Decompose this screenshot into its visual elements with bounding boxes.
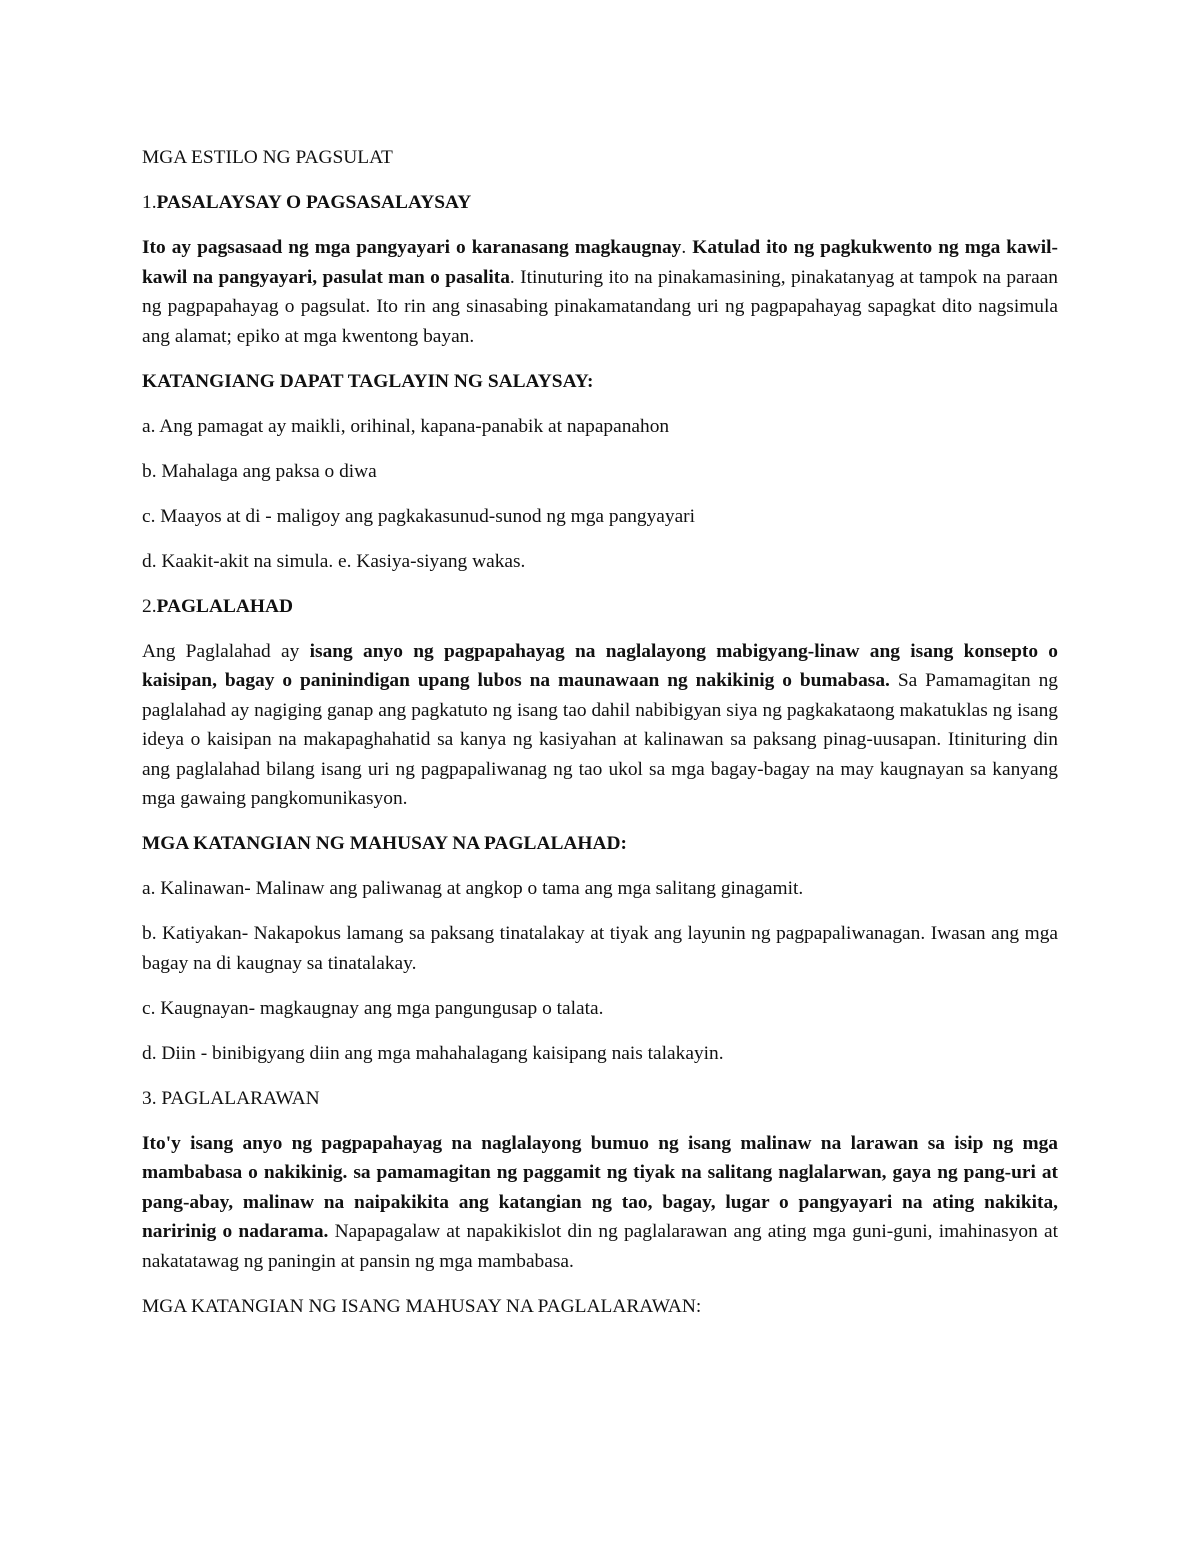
section-2-subheading: MGA KATANGIAN NG MAHUSAY NA PAGLALAHAD:: [142, 833, 627, 854]
section-2-bold: isang anyo ng pagpapahayag na naglalayong mabigyang-linaw ang isang konsepto o kaisipan, bagay o paninindigan upang lubos na maunawaan ng nakikinig o bumabasa.: [142, 640, 1058, 691]
section-1-title: PASALAYSAY O PAGSASALAYSAY: [156, 192, 472, 213]
section-1-bold-1: Ito ay pagsasaad ng mga pangyayari o karanasang magkaugnay: [142, 237, 682, 258]
section-3-bold: Ito'y isang anyo ng pagpapahayag na naglalayong bumuo ng isang malinaw na larawan sa isip ng mga mambabasa o nakikinig. sa pamamagitan ng paggamit ng tiyak na salitang naglalarwan, gaya ng pang-uri at pang-abay, malinaw na naipakikita ang katangian ng tao, bagay, lugar o pangyayari na ating nakikita, naririnig o nadarama.: [142, 1132, 1058, 1242]
section-3-heading: 3. PAGLALARAWAN: [142, 1087, 320, 1109]
section-1-bold-2: Katulad ito ng pagkukwento ng mga kawil-kawil na pangyayari, pasulat man o pasalita: [142, 237, 1058, 288]
section-2-paragraph: [142, 637, 1058, 814]
document-page: [142, 143, 1058, 1337]
list-item: c. Kaugnayan- magkaugnay ang mga pangungusap o talata.: [142, 997, 604, 1019]
section-1-heading: [142, 188, 1058, 218]
section-2-number: 2.: [142, 595, 157, 617]
section-3-rest: Napapagalaw at napakikislot din ng paglalarawan ang ating mga guni-guni, imahinasyon at nakatatawag ng paningin at pansin ng mga mambabasa.: [142, 1221, 1058, 1272]
section-2-lead: Ang Paglalahad ay: [142, 640, 310, 662]
list-item: a. Ang pamagat ay maikli, orihinal, kapana-panabik at napapanahon: [142, 415, 670, 437]
section-2-rest: Sa Pamamagitan ng paglalahad ay nagiging ganap ang pagkatuto ng isang tao dahil nabibigyan siya ng pagkakataong makatuklas ng isang ideya o kaisipan na makapaghahatid sa kanya ng kasiyahan at kalinawan sa paksang pinag-uusapan. Itinituring din ang paglalahad bilang isang uri ng pagpapaliwanag ng tao ukol sa mga bagay-bagay na may kaugnayan sa kanyang mga gawaing pangkomunikasyon.: [142, 670, 1058, 809]
list-item: b. Katiyakan- Nakapokus lamang sa paksang tinatalakay at tiyak ang layunin ng pagpapaliwanagan. Iwasan ang mga bagay na di kaugnay sa tinatalakay.: [142, 923, 1058, 974]
list-item: d. Diin - binibigyang diin ang mga mahahalagang kaisipang nais talakayin.: [142, 1042, 724, 1064]
section-3-paragraph: [142, 1129, 1058, 1277]
list-item: c. Maayos at di - maligoy ang pagkakasunud-sunod ng mga pangyayari: [142, 505, 696, 527]
section-2-heading: [142, 592, 1058, 622]
section-1-rest: . Itinuturing ito na pinakamasining, pinakatanyag at tampok na paraan ng pagpapahayag o pagsulat. Ito rin ang sinasabing pinakamatandang uri ng pagpapahayag sapagkat dito nagsimula ang alamat; epiko at mga kwentong bayan.: [142, 266, 1058, 347]
section-1-number: 1.: [142, 192, 157, 213]
list-item: d. Kaakit-akit na simula. e. Kasiya-siyang wakas.: [142, 550, 526, 572]
section-1-paragraph: [142, 233, 1058, 351]
section-1-dot: .: [681, 237, 693, 258]
section-1-subheading: KATANGIANG DAPAT TAGLAYIN NG SALAYSAY:: [142, 370, 594, 392]
list-item: b. Mahalaga ang paksa o diwa: [142, 460, 377, 482]
document-title: MGA ESTILO NG PAGSULAT: [142, 147, 393, 168]
list-item: a. Kalinawan- Malinaw ang paliwanag at angkop o tama ang mga salitang ginagamit.: [142, 878, 804, 899]
section-3-subheading: MGA KATANGIAN NG ISANG MAHUSAY NA PAGLALARAWAN:: [142, 1295, 702, 1317]
section-2-title: PAGLALAHAD: [156, 595, 294, 617]
